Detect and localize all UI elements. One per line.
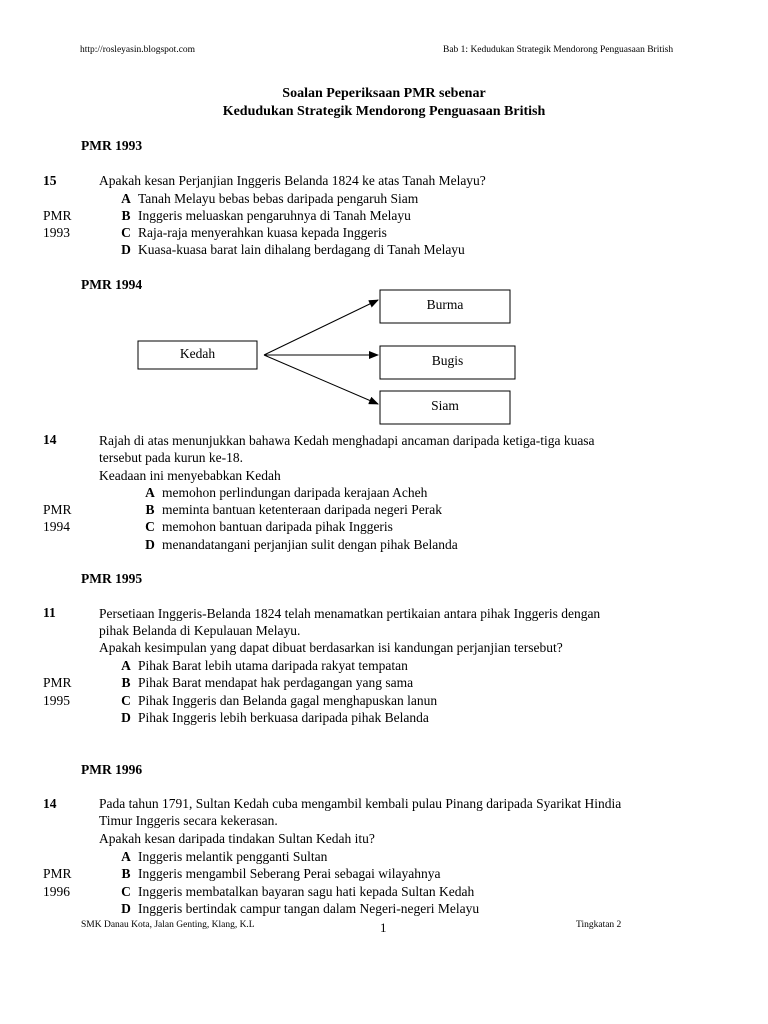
question-text: Apakah kesan Perjanjian Inggeris Belanda 1824 ke atas Tanah Melayu? (99, 173, 486, 188)
option-letter: C (121, 693, 131, 708)
footer-page-number: 1 (380, 920, 387, 935)
option-letter: D (121, 710, 131, 725)
option-text: Inggeris bertindak campur tangan dalam Negeri-negeri Melayu (138, 901, 480, 916)
header-chapter: Bab 1: Kedudukan Strategik Mendorong Penguasaan British (443, 45, 674, 55)
section-heading-1995: PMR 1995 (81, 571, 143, 586)
option-text: Pihak Barat mendapat hak perdagangan yang sama (138, 675, 414, 690)
option-c (114, 692, 437, 709)
option-letter: B (121, 866, 131, 881)
option-letter: C (121, 225, 131, 240)
question-year: 1995 (43, 693, 70, 708)
option-text: Inggeris membatalkan bayaran sagu hati kepada Sultan Kedah (138, 884, 475, 899)
diagram-label-siam: Siam (431, 398, 459, 413)
option-a (114, 657, 408, 674)
option-letter: A (121, 658, 131, 673)
option-text: Tanah Melayu bebas bebas daripada pengaruh Siam (138, 191, 419, 206)
option-text: Inggeris meluaskan pengaruhnya di Tanah Melayu (138, 208, 411, 223)
question-tag: PMR (43, 675, 72, 690)
diagram-label-bugis: Bugis (431, 353, 464, 368)
option-text: Pihak Barat lebih utama daripada rakyat tempatan (138, 658, 408, 673)
diagram-label-kedah: Kedah (179, 346, 216, 361)
header-url[interactable]: http://rosleyasin.blogspot.com (80, 45, 196, 55)
option-text: memohon perlindungan daripada kerajaan Acheh (162, 485, 428, 500)
option-letter: A (121, 849, 131, 864)
question-text: tersebut pada kurun ke-18. (99, 450, 243, 465)
question-year: 1996 (43, 884, 70, 899)
question-text: Rajah di atas menunjukkan bahawa Kedah menghadapi ancaman daripada ketiga-tiga kuasa (99, 433, 595, 448)
option-c (138, 518, 393, 535)
option-d (114, 709, 429, 726)
option-text: Kuasa-kuasa barat lain dihalang berdagang di Tanah Melayu (138, 242, 465, 257)
question-text: Timur Inggeris secara kekerasan. (99, 813, 278, 828)
option-b (138, 501, 442, 518)
question-text: pihak Belanda di Kepulauan Melayu. (99, 623, 301, 638)
option-letter: B (121, 208, 131, 223)
option-b (114, 865, 441, 882)
option-letter: C (121, 884, 131, 899)
question-number: 14 (43, 432, 57, 447)
option-text: memohon bantuan daripada pihak Inggeris (162, 519, 393, 534)
option-text: Inggeris melantik pengganti Sultan (138, 849, 328, 864)
option-letter: D (121, 901, 131, 916)
footer-level: Tingkatan 2 (576, 920, 622, 930)
option-letter: B (145, 502, 155, 517)
option-letter: D (121, 242, 131, 257)
option-letter: C (145, 519, 155, 534)
option-text: menandatangani perjanjian sulit dengan pihak Belanda (162, 537, 458, 552)
section-heading-1994: PMR 1994 (81, 277, 143, 292)
option-a (114, 848, 327, 865)
question-number: 11 (43, 605, 56, 620)
section-heading-1993: PMR 1993 (81, 138, 143, 153)
option-d (114, 900, 479, 917)
diagram-arrow (264, 355, 378, 404)
option-text: Raja-raja menyerahkan kuasa kepada Inggeris (138, 225, 387, 240)
question-text: Pada tahun 1791, Sultan Kedah cuba mengambil kembali pulau Pinang daripada Syarikat Hindia (99, 796, 622, 811)
question-text: Apakah kesan daripada tindakan Sultan Kedah itu? (99, 831, 375, 846)
question-tag: PMR (43, 208, 72, 223)
section-heading-1996: PMR 1996 (81, 762, 143, 777)
option-a (138, 484, 427, 501)
option-letter: A (145, 485, 155, 500)
question-text: Persetiaan Inggeris-Belanda 1824 telah menamatkan pertikaian antara pihak Inggeris dengan (99, 606, 601, 621)
question-tag: PMR (43, 502, 72, 517)
option-text: meminta bantuan ketenteraan daripada negeri Perak (162, 502, 442, 517)
option-letter: B (121, 675, 131, 690)
page-subtitle: Kedudukan Strategik Mendorong Penguasaan British (222, 104, 546, 119)
option-letter: A (121, 191, 131, 206)
question-year: 1994 (43, 519, 70, 534)
footer-school: SMK Danau Kota, Jalan Genting, Klang, K.L (81, 920, 255, 930)
option-b (114, 674, 413, 691)
option-text: Pihak Inggeris lebih berkuasa daripada pihak Belanda (138, 710, 429, 725)
option-text: Inggeris mengambil Seberang Perai sebagai wilayahnya (138, 866, 441, 881)
diagram-label-burma: Burma (426, 297, 464, 312)
option-letter: D (145, 537, 155, 552)
question-number: 15 (43, 173, 57, 188)
option-text: Pihak Inggeris dan Belanda gagal menghapuskan lanun (138, 693, 438, 708)
question-year: 1993 (43, 225, 70, 240)
page-title: Soalan Peperiksaan PMR sebenar (282, 86, 486, 101)
option-c (114, 883, 474, 900)
question-number: 14 (43, 796, 57, 811)
question-text: Apakah kesimpulan yang dapat dibuat berdasarkan isi kandungan perjanjian tersebut? (99, 640, 563, 655)
question-text: Keadaan ini menyebabkan Kedah (99, 468, 281, 483)
question-tag: PMR (43, 866, 72, 881)
option-d (138, 536, 458, 553)
diagram-arrow (264, 300, 378, 355)
